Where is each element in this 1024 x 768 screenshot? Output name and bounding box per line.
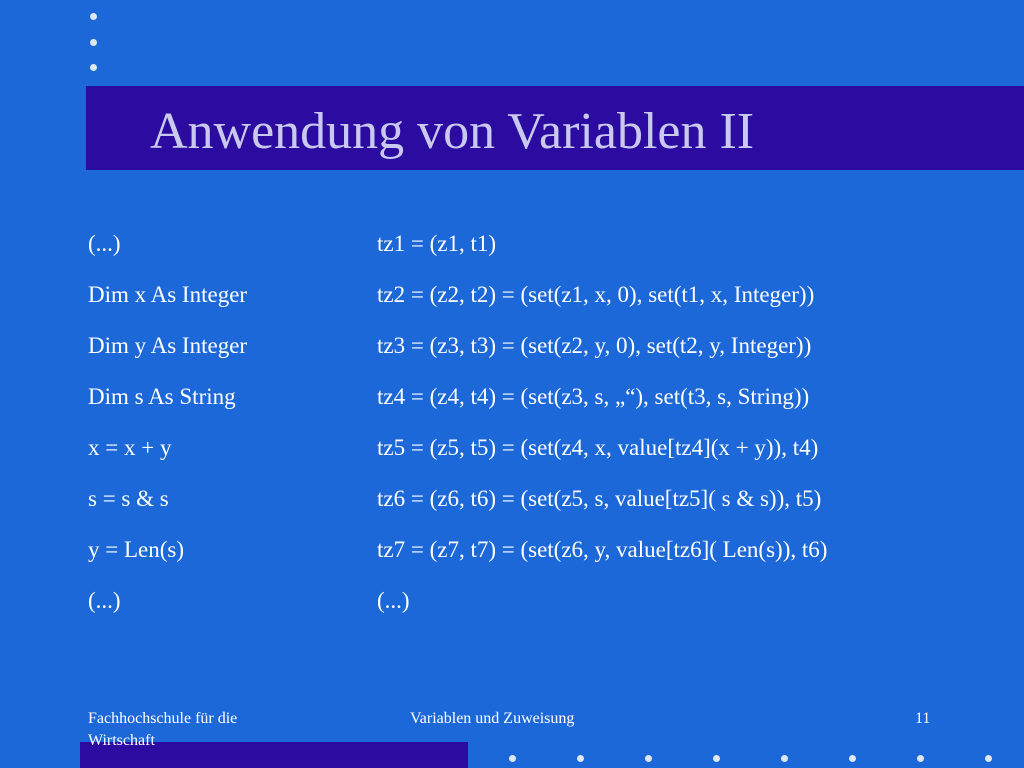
footer-institution-line1: Fachhochschule für die — [88, 710, 238, 727]
content-row — [0, 530, 1024, 570]
bullet-dot-decoration — [781, 755, 788, 762]
bullet-dot-decoration — [90, 13, 97, 20]
state-expression: tz5 = (z5, t5) = (set(z4, x, value[tz4](x + y)), t4) — [377, 435, 819, 460]
code-line: (...) — [88, 231, 121, 256]
footer-topic: Variablen und Zuweisung — [410, 710, 575, 727]
code-line: Dim y As Integer — [88, 333, 248, 358]
content-row — [0, 428, 1024, 468]
content-row — [0, 581, 1024, 621]
code-line: s = s & s — [88, 486, 169, 511]
bullet-dot-decoration — [509, 755, 516, 762]
slide-title: Anwendung von Variablen II — [150, 103, 755, 160]
code-line: Dim s As String — [88, 384, 236, 409]
bullet-dot-decoration — [577, 755, 584, 762]
state-expression: tz1 = (z1, t1) — [377, 231, 496, 256]
bullet-dot-decoration — [645, 755, 652, 762]
code-line: (...) — [88, 588, 121, 613]
bullet-dot-decoration — [985, 755, 992, 762]
footer-institution-line2: Wirtschaft — [88, 732, 155, 749]
content-row — [0, 479, 1024, 519]
content-row — [0, 377, 1024, 417]
code-line: Dim x As Integer — [88, 282, 248, 307]
code-line: y = Len(s) — [88, 537, 184, 562]
footer-institution — [88, 708, 237, 752]
state-expression: tz3 = (z3, t3) = (set(z2, y, 0), set(t2, y, Integer)) — [377, 333, 812, 358]
state-expression: (...) — [377, 588, 410, 613]
bullet-dot-decoration — [90, 39, 97, 46]
state-expression: tz7 = (z7, t7) = (set(z6, y, value[tz6]( Len(s)), t6) — [377, 537, 828, 562]
bullet-dot-decoration — [917, 755, 924, 762]
state-expression: tz6 = (z6, t6) = (set(z5, s, value[tz5]( s & s)), t5) — [377, 486, 822, 511]
bullet-dot-decoration — [713, 755, 720, 762]
code-line: x = x + y — [88, 435, 172, 460]
content-row — [0, 224, 1024, 264]
page-number: 11 — [915, 710, 931, 727]
state-expression: tz2 = (z2, t2) = (set(z1, x, 0), set(t1, x, Integer)) — [377, 282, 815, 307]
content-row — [0, 326, 1024, 366]
bullet-dot-decoration — [849, 755, 856, 762]
bullet-dot-decoration — [90, 64, 97, 71]
state-expression: tz4 = (z4, t4) = (set(z3, s, „“), set(t3, s, String)) — [377, 384, 810, 409]
content-row — [0, 275, 1024, 315]
